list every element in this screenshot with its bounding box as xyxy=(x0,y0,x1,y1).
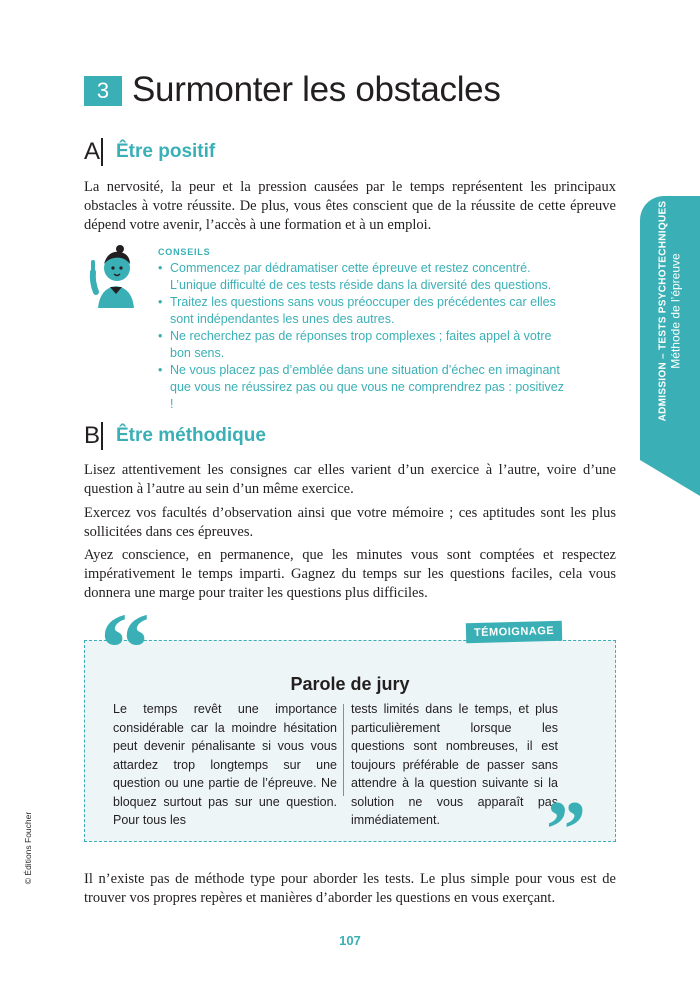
close-quote-icon: ” xyxy=(546,786,586,874)
section-a-title: Être positif xyxy=(116,141,216,162)
section-b-divider xyxy=(101,422,103,450)
section-a-divider xyxy=(101,138,103,166)
testimony-title: Parole de jury xyxy=(290,674,410,694)
section-b-paragraph: Exercez vos facultés d’observation ainsi que votre mémoire ; ces aptitudes sont les plus sollicitées dans ces épreuves. xyxy=(84,505,616,540)
open-quote-icon: “ xyxy=(100,592,150,703)
conseils-label: CONSEILS xyxy=(158,247,211,257)
conseils-item: • Ne vous placez pas d’emblée dans une situation d’échec en imaginant que vous ne réussirez pas ou que vous ne comprendrez pas : positivez ! xyxy=(158,362,568,413)
conseils-item: • Commencez par dédramatiser cette épreuve et restez concentré. L’unique difficulté de ces tests réside dans la diversité des questions. xyxy=(158,260,568,294)
testimony-badge: TÉMOIGNAGE xyxy=(466,621,563,644)
conseils-item: • Traitez les questions sans vous préoccuper des précédentes car elles sont indépendantes les unes des autres. xyxy=(158,294,568,328)
closing-paragraph: Il n’existe pas de méthode type pour aborder les tests. Le plus simple pour vous est de trouver vos propres repères et manières d’aborder les questions en vous exerçant. xyxy=(84,871,616,906)
section-a-letter: A xyxy=(84,138,101,165)
section-b-paragraph: Lisez attentivement les consignes car elles varient d’un exercice à l’autre, voire d’une question à l’autre au sein d’un même exercice. xyxy=(84,462,616,497)
section-b-title: Être méthodique xyxy=(116,425,266,446)
testimony-column-divider xyxy=(343,704,344,796)
section-b-paragraph: Ayez conscience, en permanence, que les minutes vous sont comptées et respectez impérativement le temps imparti. Gagnez du temps sur les questions faciles, cela vous donnera une marge pour traiter les questions plus difficiles. xyxy=(84,547,616,601)
chapter-number: 3 xyxy=(96,78,110,103)
testimony-column-left: Le temps revêt une importance considérable car la moindre hésitation peut devenir pénalisante si vous vous attardez trop longtemps sur une question ou une partie de l’épreuve. Ne bloquez surtout pas sur une question. Pour tous les xyxy=(113,702,337,827)
page-number: 107 xyxy=(339,933,361,948)
chapter-title: Surmonter les obstacles xyxy=(132,70,501,109)
copyright-notice xyxy=(22,798,34,898)
testimony-column-right: tests limités dans le temps, et plus particulièrement lorsque les questions sont nombreuses, il est toujours préférable de passer sans attendre à la question suivante si la solution ne vous apparaît pas immédiatement. xyxy=(351,702,558,827)
conseils-item: • Ne recherchez pas de réponses trop complexes ; faites appel à votre bon sens. xyxy=(158,328,568,362)
chapter-number-badge xyxy=(84,76,122,106)
section-a-paragraph: La nervosité, la peur et la pression causées par le temps représentent les principaux obstacles à votre réussite. De plus, vous êtes conscient que de la réussite de cette épreuve dépend votre avenir, l’accès à une formation et à un emploi. xyxy=(84,179,616,233)
section-b-letter: B xyxy=(84,422,101,449)
conseils-list xyxy=(158,260,568,413)
copyright-text: © Éditions Foucher xyxy=(23,811,33,885)
side-tab-line1: ADMISSION – TESTS PSYCHOTECHNIQUES xyxy=(657,200,669,422)
side-tab-line2: Méthode de l’épreuve xyxy=(668,253,683,369)
side-tab-text xyxy=(644,200,696,422)
advisor-illustration-icon xyxy=(84,242,142,308)
